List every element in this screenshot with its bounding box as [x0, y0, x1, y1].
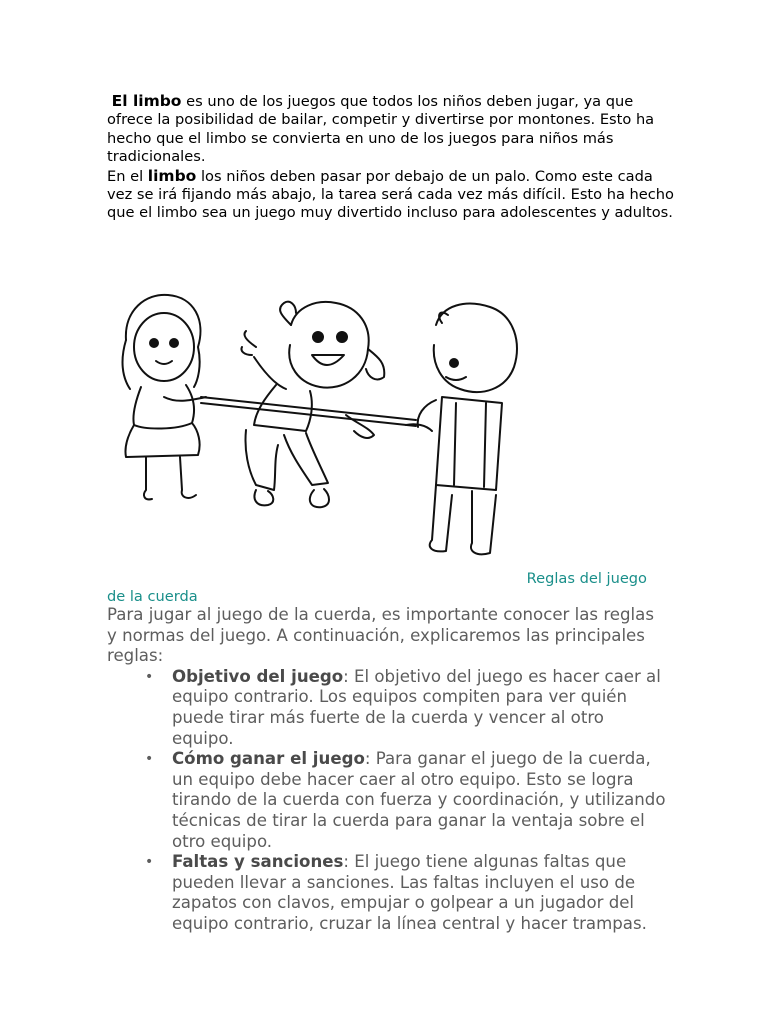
limbo-term: El limbo	[111, 92, 182, 110]
intro-section	[107, 92, 682, 223]
intro-text-2: los niños deben pasar por debajo de un palo. Como este cada vez se irá fijando más abajo, la tarea será cada vez más difícil. Esto ha hecho que el limbo sea un juego muy divertido incluso para adolescentes y adultos.	[107, 167, 674, 222]
bullet-icon: •	[145, 854, 154, 871]
rules-list	[107, 667, 667, 935]
rule-text: : El juego tiene algunas faltas que pueden llevar a sanciones. Las faltas incluyen el uso de zapatos con clavos, empujar o golpear a un jugador del equipo contrario, cruzar la línea central y hacer trampas.	[172, 852, 647, 933]
intro-paragraph-2	[107, 167, 682, 223]
children-limbo-illustration	[106, 285, 526, 565]
intro-paragraph-1	[107, 92, 682, 167]
rule-text: : Para ganar el juego de la cuerda, un equipo debe hacer caer al otro equipo. Esto se logra tirando de la cuerda con fuerza y coordinación, y utilizando técnicas de tirar la cuerda para ganar la ventaja sobre el otro equipo.	[172, 749, 666, 851]
caption-line-2: de la cuerda	[107, 588, 198, 605]
rule-title: Cómo ganar el juego	[172, 749, 365, 769]
rule-item-fouls	[145, 852, 667, 934]
children-line-drawing	[106, 285, 526, 565]
rules-section	[107, 605, 667, 935]
rules-intro: Para jugar al juego de la cuerda, es importante conocer las reglas y normas del juego. A continuación, explicaremos las principales reglas:	[107, 605, 654, 666]
intro-text-1: es uno de los juegos que todos los niños deben jugar, ya que ofrece la posibilidad de bailar, competir y divertirse por montones. Esto ha hecho que el limbo se convierta en uno de los juegos para niños más tradicionales.	[107, 93, 655, 166]
limbo-term-2: limbo	[147, 166, 197, 185]
rule-title: Objetivo del juego	[172, 666, 344, 686]
rule-text: : El objetivo del juego es hacer caer al equipo contrario. Los equipos compiten para ver quién puede tirar más fuerte de la cuerda y vencer al otro equipo.	[172, 666, 661, 748]
caption-line-1: Reglas del juego	[526, 570, 647, 587]
intro-prefix-2: En el	[107, 167, 148, 185]
boy-right-figure	[406, 304, 517, 555]
rule-item-how-to-win	[145, 749, 667, 852]
section-caption	[107, 570, 647, 606]
bullet-icon: •	[145, 668, 154, 685]
rule-title: Faltas y sanciones	[172, 852, 344, 872]
rule-item-objective	[145, 666, 667, 749]
girl-left-figure	[123, 295, 206, 500]
bullet-icon: •	[145, 751, 154, 768]
